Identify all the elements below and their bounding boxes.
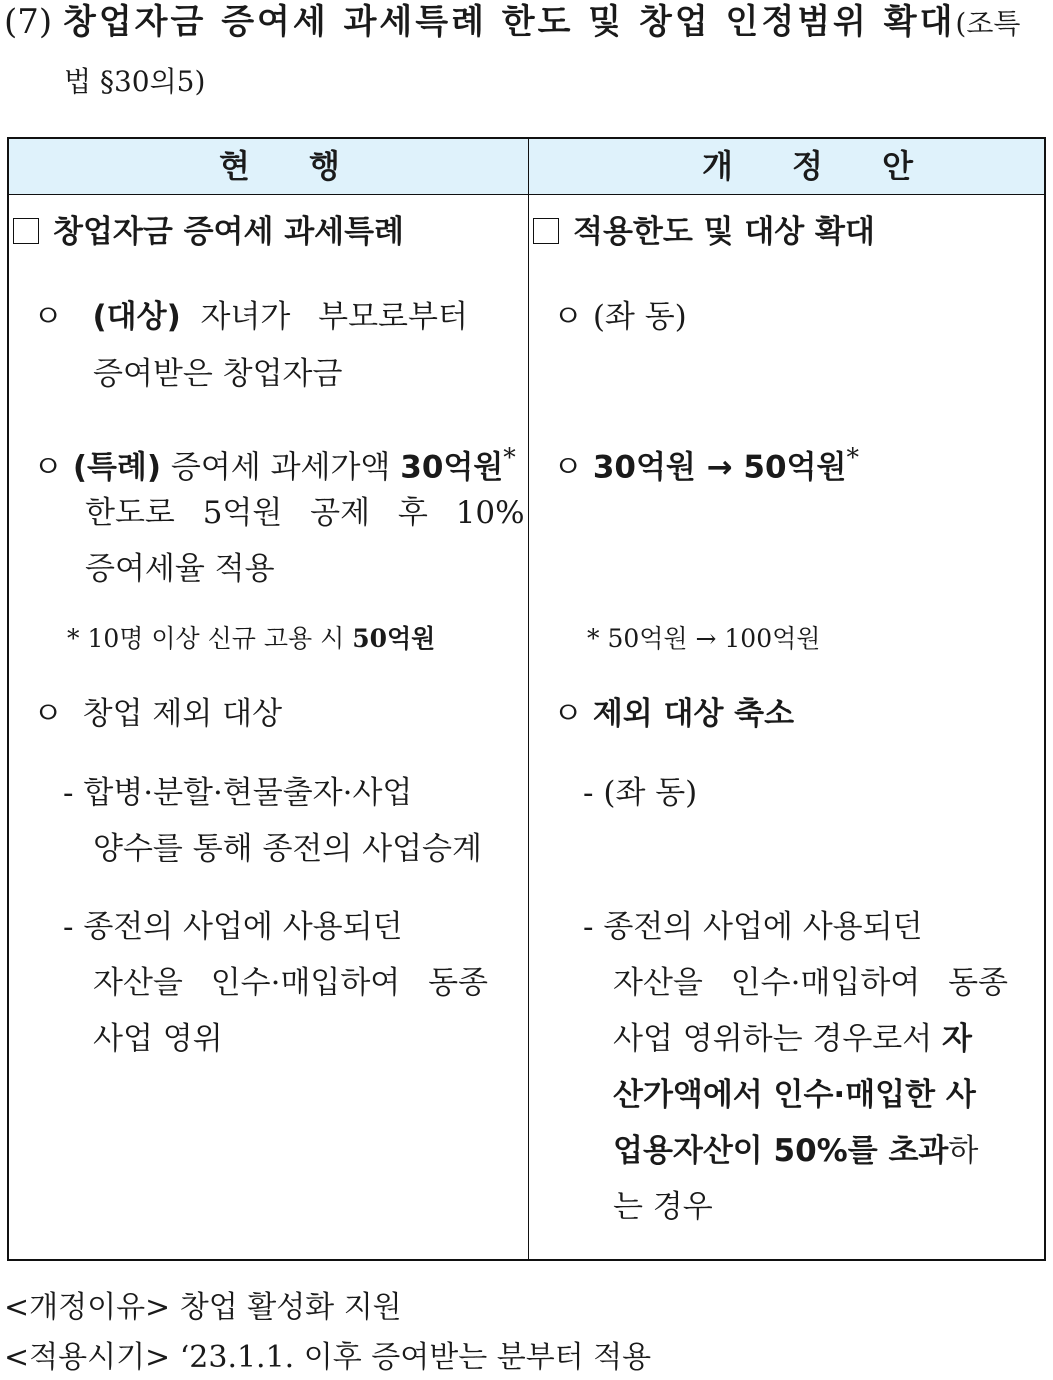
- heading-number: (7): [4, 2, 53, 42]
- proposed-sub2-line5: 업용자산이 50%를 초과하: [613, 1133, 979, 1169]
- proposed-note: * 50억원 → 100억원: [587, 624, 821, 653]
- table-header: [9, 139, 1044, 195]
- column-divider: [528, 139, 529, 1259]
- header-current: 현 행: [219, 147, 364, 185]
- checkbox-square-icon: [533, 218, 559, 244]
- current-note: * 10명 이상 신규 고용 시 50억원: [67, 624, 436, 653]
- proposed-item-excluded: ㅇ 제외 대상 축소: [553, 696, 795, 732]
- proposed-item-target: ㅇ (좌 동): [553, 299, 687, 335]
- current-item-special: ㅇ (특례) 증여세 과세가액 30억원*: [33, 443, 516, 486]
- current-item-target-line2: 증여받은 창업자금: [93, 356, 343, 392]
- current-item-target: ㅇ (대상) 자녀가 부모로부터: [33, 299, 468, 335]
- current-sub2-line3: 사업 영위: [93, 1021, 223, 1057]
- current-item-special-line3: 증여세율 적용: [85, 551, 275, 587]
- effective-date: <적용시기> ‘23.1.1. 이후 증여받는 분부터 적용: [4, 1340, 652, 1375]
- current-sub2: - 종전의 사업에 사용되던: [63, 909, 403, 945]
- bullet-circle-icon: ㅇ: [33, 299, 63, 335]
- proposed-sub2-line6: 는 경우: [613, 1189, 713, 1225]
- current-section-title: 창업자금 증여세 과세특례: [13, 212, 404, 252]
- proposed-sub2-line2: 자산을 인수·매입하여 동종: [613, 965, 1008, 1001]
- proposed-sub2: - 종전의 사업에 사용되던: [583, 909, 923, 945]
- proposed-sub2-line3: 사업 영위하는 경우로서 자: [613, 1021, 972, 1057]
- heading-title: 창업자금 증여세 과세특례 한도 및 창업 인정범위 확대: [62, 2, 956, 42]
- proposed-sub2-line4: 산가액에서 인수·매입한 사: [613, 1077, 976, 1113]
- checkbox-square-icon: [13, 218, 39, 244]
- current-item-special-line2: 한도로 5억원 공제 후 10%: [85, 495, 525, 531]
- comparison-table: [7, 137, 1046, 1261]
- current-sub2-line2: 자산을 인수·매입하여 동종: [93, 965, 488, 1001]
- proposed-item-special: ㅇ 30억원 → 50억원*: [553, 443, 859, 486]
- section-heading: [4, 2, 1020, 44]
- heading-law-ref: (조특: [955, 7, 1021, 40]
- revision-reason: <개정이유> 창업 활성화 지원: [4, 1290, 402, 1325]
- current-sub1: - 합병·분할·현물출자·사업: [63, 775, 413, 811]
- current-sub1-line2: 양수를 통해 종전의 사업승계: [93, 831, 482, 867]
- current-item-excluded: ㅇ 창업 제외 대상: [33, 696, 283, 732]
- proposed-sub1: - (좌 동): [583, 775, 698, 811]
- proposed-section-title: 적용한도 및 대상 확대: [533, 212, 875, 252]
- heading-law-ref-cont: 법 §30의5): [64, 65, 206, 98]
- header-proposed: 개 정 안: [702, 147, 938, 185]
